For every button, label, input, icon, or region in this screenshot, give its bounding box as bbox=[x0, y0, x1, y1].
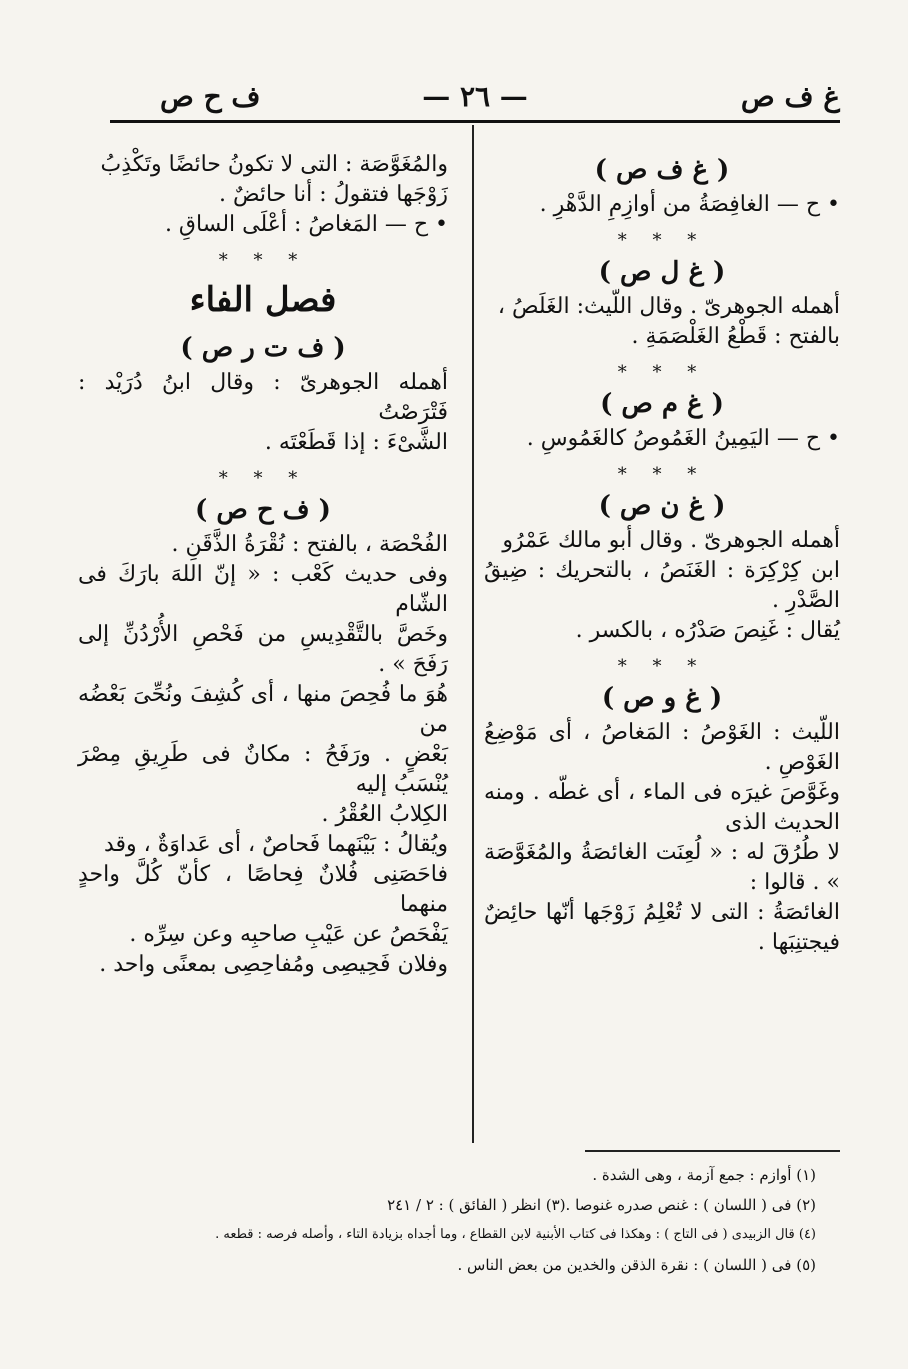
entry-line: يُقال : غَنِصَ صَدْرُه ، بالكسر . bbox=[575, 618, 840, 643]
separator-stars: * * * bbox=[617, 656, 707, 677]
entry-line: فاحَصَنِى فُلانٌ فِحاصًا ، كأنّ كُلَّ واحدٍ منهما bbox=[78, 862, 448, 917]
entry-line: الشَّىْءَ : إذا قَطَعْتَه . bbox=[264, 430, 448, 455]
entry-line: والمُغَوَّصَة : التى لا تكونُ حائضًا وتَكْذِبُ bbox=[100, 152, 448, 177]
entry-line: أهمله الجوهرىّ : وقال ابنُ دُرَيْد : فَتْرَصْتُ bbox=[78, 370, 448, 425]
entry-line: لا طُرُقَ له : « لُعِنَت الغائصَةُ والمُغَوَّصَة » . قالوا : bbox=[484, 840, 840, 895]
entry-line: أهمله الجوهرىّ . وقال اللّيث: الغَلَصُ ، bbox=[497, 294, 840, 319]
entry-line: وفى حديث كَعْب : « إنّ اللهَ بارَكَ فى الشّام bbox=[78, 562, 448, 617]
entry-line: ويُقالُ : بَيْنَهما فَحاصٌ ، أى عَداوَةٌ ، وقد bbox=[103, 832, 448, 857]
footnote-1: (١) أوازم : جمع آزمة ، وهى الشدة . bbox=[592, 1166, 816, 1184]
entry-line: أهمله الجوهرىّ . وقال أبو مالك عَمْرُو bbox=[502, 528, 840, 553]
footnote-row bbox=[96, 1190, 816, 1220]
entry-head-ghls: ( غ ل ص ) bbox=[598, 257, 726, 287]
left-column bbox=[78, 150, 448, 980]
entry-line: • ح — المَغاصُ : أعْلَى الساقِ . bbox=[164, 212, 448, 237]
separator-stars: * * * bbox=[218, 250, 308, 271]
entry-line: بَعْضٍ . ورَفَحُ : مكانٌ فى طَرِيقِ مِصْرَ يُنْسَبُ إليه bbox=[78, 742, 448, 797]
entry-line: بالفتح : قَطْعُ الغَلْصَمَةِ . bbox=[631, 324, 840, 349]
entry-head-ftrs: ( ف ت ر ص ) bbox=[180, 333, 346, 363]
entry-line: وفلان فَحِيصِى ومُفاحِصِى بمعنًى واحد . bbox=[99, 952, 448, 977]
right-column bbox=[484, 150, 840, 958]
separator-stars: * * * bbox=[218, 468, 308, 489]
footnotes bbox=[96, 1160, 816, 1280]
entry-line: الكِلابُ العُقْرُ . bbox=[321, 802, 448, 827]
entry-line: • ح — اليَمِينُ الغَمُوصُ كالغَمُوسِ . bbox=[526, 426, 840, 451]
footnote-4: (٤) قال الزبيدى ( فى التاج ) : وهكذا فى كتاب الأبنية لابن القطاع ، وما أجداه بزيادة التاء ، وأصله فرصه : قطعه . bbox=[215, 1227, 816, 1242]
entry-head-ghms: ( غ م ص ) bbox=[600, 389, 724, 419]
page-header bbox=[110, 80, 840, 116]
separator-stars: * * * bbox=[617, 230, 707, 251]
separator-stars: * * * bbox=[617, 464, 707, 485]
separator-stars: * * * bbox=[617, 362, 707, 383]
entry-head-fhs: ( ف ح ص ) bbox=[195, 495, 331, 525]
entry-line: يَفْحَصُ عن عَيْبِ صاحبِه وعن سِرِّه . bbox=[129, 922, 448, 947]
entry-line: الفُحْصَة ، بالفتح : نُقْرَةُ الذَّقَنِ . bbox=[171, 532, 448, 557]
entry-line: اللّيث : الغَوْصُ : المَغاصُ ، أى مَوْضِعُ الغَوْصِ . bbox=[484, 720, 840, 775]
page-number: — ٢٦ — bbox=[422, 80, 528, 113]
footnote-3: (٣) انظر ( الفائق ) : ٢ / ٢٤١ bbox=[387, 1196, 566, 1214]
entry-line: زَوْجَها فتقولُ : أنا حائضٌ . bbox=[218, 182, 448, 207]
header-right-word: غ ف ص bbox=[740, 80, 840, 113]
entry-line: • ح — الغافِصَةُ من أوازِمِ الدَّهْرِ . bbox=[539, 192, 840, 217]
entry-line: هُوَ ما فُحِصَ منها ، أى كُشِفَ ونُحِّىَ بَعْضُه من bbox=[78, 682, 448, 737]
entry-head-ghfs: ( غ ف ص ) bbox=[594, 155, 730, 185]
entry-line: الغائصَةُ : التى لا تُعْلِمُ زَوْجَها أنّها حائِضٌ فيجتنِبَها . bbox=[484, 900, 840, 955]
footnote-2: (٢) فى ( اللسان ) : غنص صدره غنوصا . bbox=[565, 1196, 816, 1214]
entry-head-ghws: ( غ و ص ) bbox=[601, 683, 723, 713]
column-divider bbox=[472, 125, 474, 1143]
entry-line: ابن كِرْكِرَة : الغَنَصُ ، بالتحريك : ضِيقُ الصَّدْرِ . bbox=[484, 558, 840, 613]
footnote-rule bbox=[585, 1150, 840, 1152]
entry-line: وخَصَّ بالتَّقْدِيسِ من فَحْصِ الأُرْدُنِّ إلى رَفَحَ » . bbox=[78, 622, 448, 677]
header-rule bbox=[110, 120, 840, 123]
entry-line: وغَوَّصَ غيرَه فى الماء ، أى غطّه . ومنه الحديث الذى bbox=[484, 780, 840, 835]
header-left-word: ف ح ص bbox=[160, 80, 261, 113]
section-title: فصل الفاء bbox=[189, 280, 337, 320]
entry-head-ghns: ( غ ن ص ) bbox=[598, 491, 726, 521]
footnote-5: (٥) فى ( اللسان ) : نقرة الذقن والخدين من بعض الناس . bbox=[457, 1256, 816, 1274]
